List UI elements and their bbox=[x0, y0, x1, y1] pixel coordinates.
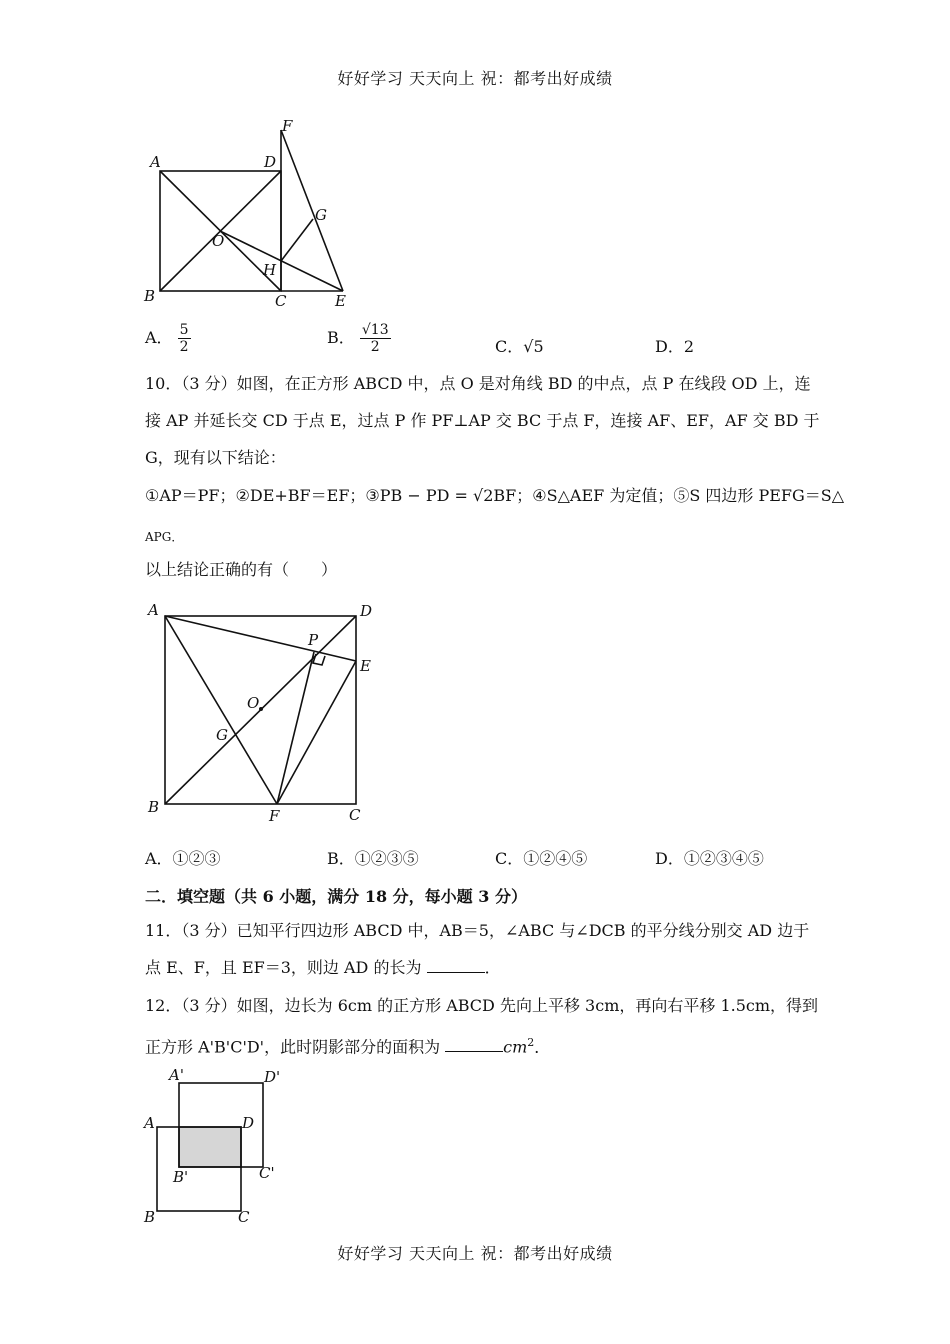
q10-line-4: ①AP＝PF；②DE+BF＝EF；③PB − PD = √2BF；④S△AEF 为定值；⑤S 四边形 PEFG＝S△ bbox=[145, 486, 845, 505]
fig12-label-c: C bbox=[238, 1208, 250, 1226]
page-footer: 好好学习 天天向上 祝：都考出好成绩 bbox=[337, 1244, 613, 1263]
figure-q9 bbox=[138, 112, 368, 312]
fig12-label-d: D bbox=[242, 1114, 255, 1132]
fraction-sqrt13-2: $\frac{√13}{2}$ bbox=[361, 322, 389, 355]
fig9-label-o: O bbox=[212, 232, 225, 250]
fig10-label-e: E bbox=[360, 657, 371, 675]
fig12-label-d-prime: D' bbox=[264, 1068, 281, 1086]
q11-answer-blank[interactable] bbox=[427, 958, 485, 973]
q9-option-d[interactable]: D．2 bbox=[655, 337, 695, 356]
fig10-label-d: D bbox=[360, 602, 373, 620]
fig9-label-b: B bbox=[144, 287, 156, 305]
fig10-label-a: A bbox=[148, 601, 159, 619]
fig10-label-g: G bbox=[216, 726, 228, 744]
q9-option-b[interactable]: B． $\frac{√13}{2}$ bbox=[327, 322, 389, 355]
q12-line-2: 正方形 A'B'C'D'，此时阴影部分的面积为 $cm^2$． bbox=[145, 1036, 551, 1057]
fig12-label-a-prime: A' bbox=[169, 1066, 184, 1084]
fig9-label-e: E bbox=[335, 292, 346, 310]
q10-option-d[interactable]: D．①②③④⑤ bbox=[655, 849, 764, 868]
fig10-label-p: P bbox=[308, 631, 319, 649]
fig12-label-c-prime: C' bbox=[259, 1164, 275, 1182]
fig10-label-b: B bbox=[148, 798, 160, 816]
fig9-label-c: C bbox=[275, 292, 287, 310]
q10-line-6: 以上结论正确的有（ ） bbox=[145, 560, 338, 579]
fig12-label-b-prime: B' bbox=[173, 1168, 189, 1186]
q10-line-5: APG． bbox=[145, 530, 184, 544]
fig10-label-f: F bbox=[269, 807, 280, 825]
q11-line-2: 点 E、F，且 EF＝3，则边 AD 的长为 ． bbox=[145, 958, 501, 977]
q10-line-1: 10．（3 分）如图，在正方形 ABCD 中，点 O 是对角线 BD 的中点，点 P 在线段 OD 上，连 bbox=[145, 374, 811, 393]
fig9-label-g: G bbox=[315, 206, 327, 224]
section-2-title: 二．填空题（共 6 小题，满分 18 分，每小题 3 分） bbox=[145, 887, 527, 906]
q10-option-c[interactable]: C．①②④⑤ bbox=[495, 849, 588, 868]
q11-line-1: 11．（3 分）已知平行四边形 ABCD 中，AB＝5，∠ABC 与∠DCB 的平分线分别交 AD 边于 bbox=[145, 921, 810, 940]
q10-line-3: G，现有以下结论： bbox=[145, 448, 286, 467]
figure-q12 bbox=[138, 1062, 298, 1228]
q12-line-1: 12．（3 分）如图，边长为 6cm 的正方形 ABCD 先向上平移 3cm，再向右平移 1.5cm，得到 bbox=[145, 996, 819, 1015]
fig12-label-a: A bbox=[144, 1114, 155, 1132]
q9-option-c[interactable]: C．√5 bbox=[495, 337, 544, 356]
fig10-label-o: O bbox=[247, 694, 260, 712]
fig10-label-c: C bbox=[349, 806, 361, 824]
q9-option-a[interactable]: A． $\frac{5}{2}$ bbox=[145, 322, 189, 355]
fraction-5-2: $\frac{5}{2}$ bbox=[179, 322, 189, 355]
q10-option-a[interactable]: A．①②③ bbox=[145, 849, 221, 868]
fig9-label-a: A bbox=[150, 153, 161, 171]
q12-answer-blank[interactable] bbox=[445, 1037, 503, 1052]
fig9-label-h: H bbox=[263, 261, 277, 279]
fig12-label-b: B bbox=[144, 1208, 156, 1226]
q10-option-b[interactable]: B．①②③⑤ bbox=[327, 849, 419, 868]
fig9-label-d: D bbox=[264, 153, 277, 171]
figure-q10 bbox=[140, 596, 380, 828]
fig9-label-f: F bbox=[282, 117, 293, 135]
q10-line-2: 接 AP 并延长交 CD 于点 E，过点 P 作 PF⊥AP 交 BC 于点 F，连接 AF、EF，AF 交 BD 于 bbox=[145, 411, 820, 430]
page-header: 好好学习 天天向上 祝：都考出好成绩 bbox=[337, 69, 613, 88]
